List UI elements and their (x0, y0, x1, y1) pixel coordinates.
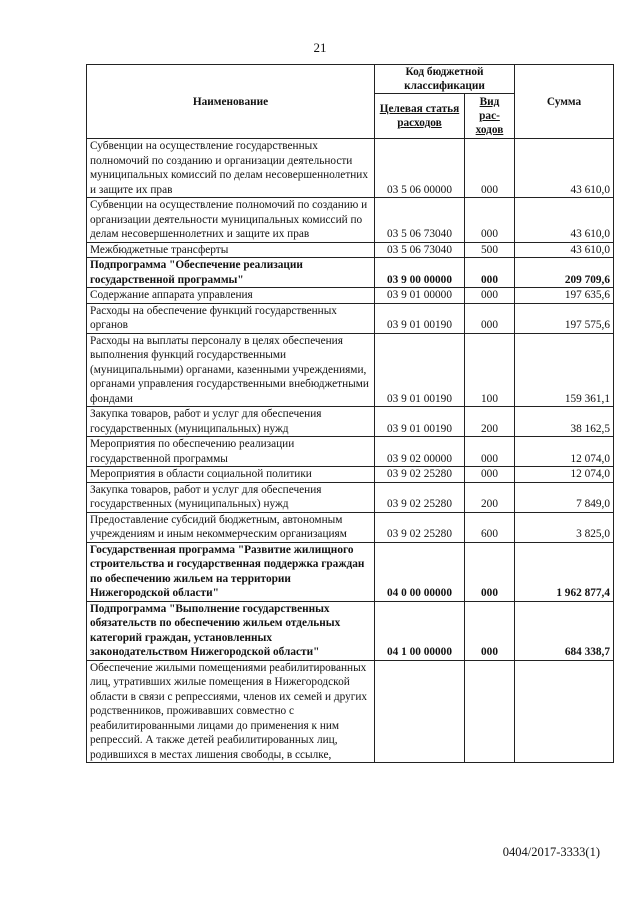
row-kind: 000 (465, 139, 515, 198)
table-row (87, 198, 614, 243)
row-sum: 209 709,6 (515, 258, 614, 288)
row-sum: 38 162,5 (515, 407, 614, 437)
row-code: 03 9 01 00190 (375, 407, 465, 437)
row-sum: 7 849,0 (515, 482, 614, 512)
table-row (87, 288, 614, 304)
table-row (87, 333, 614, 407)
row-name: Расходы на обеспечение функций государственных органов (87, 303, 375, 333)
page-number: 21 (313, 40, 327, 55)
row-kind: 000 (465, 467, 515, 483)
table-row (87, 601, 614, 660)
row-kind: 000 (465, 601, 515, 660)
row-code: 03 5 06 73040 (375, 198, 465, 243)
row-name: Субвенции на осуществление полномочий по созданию и организации деятельности муниципальных комиссий по делам несовершеннолетних и защите их прав (87, 198, 375, 243)
row-kind: 000 (465, 542, 515, 601)
row-kind: 600 (465, 512, 515, 542)
row-name: Расходы на выплаты персоналу в целях обеспечения выполнения функций государственными (муниципальными) органами, казенными учреждениями, органами управления государственными внебюджетными фондами (87, 333, 375, 407)
row-code: 04 0 00 00000 (375, 542, 465, 601)
row-sum: 3 825,0 (515, 512, 614, 542)
header-target: Целевая статья расходов (375, 94, 465, 139)
row-code: 03 9 01 00000 (375, 288, 465, 304)
row-code: 03 9 02 00000 (375, 437, 465, 467)
row-code: 04 1 00 00000 (375, 601, 465, 660)
row-sum: 197 635,6 (515, 288, 614, 304)
row-sum: 684 338,7 (515, 601, 614, 660)
row-name: Содержание аппарата управления (87, 288, 375, 304)
row-name: Обеспечение жилыми помещениями реабилитированных лиц, утративших жилые помещения в Нижегородской области в связи с репрессиями, членов их семей и других родственников, проживавших совместно с реабилитированными лицами до применения к ним репрессий. А также детей реабилитированных лиц, родившихся в местах лишения свободы, в ссылке, (87, 660, 375, 763)
header-name: Наименование (87, 65, 375, 139)
row-sum: 159 361,1 (515, 333, 614, 407)
row-name: Закупка товаров, работ и услуг для обеспечения государственных (муниципальных) нужд (87, 407, 375, 437)
table-row (87, 258, 614, 288)
header-sum: Сумма (515, 65, 614, 139)
row-kind: 000 (465, 437, 515, 467)
row-name: Закупка товаров, работ и услуг для обеспечения государственных (муниципальных) нужд (87, 482, 375, 512)
table-body (87, 139, 614, 763)
row-kind: 000 (465, 303, 515, 333)
table-row (87, 407, 614, 437)
row-kind: 000 (465, 288, 515, 304)
row-name: Мероприятия по обеспечению реализации государственной программы (87, 437, 375, 467)
row-kind: 100 (465, 333, 515, 407)
row-name: Межбюджетные трансферты (87, 242, 375, 258)
table-header (87, 65, 614, 139)
row-code (375, 660, 465, 763)
table-row (87, 512, 614, 542)
row-sum: 12 074,0 (515, 437, 614, 467)
row-sum: 43 610,0 (515, 139, 614, 198)
row-name: Предоставление субсидий бюджетным, автономным учреждениям и иным некоммерческим организациям (87, 512, 375, 542)
table-row (87, 467, 614, 483)
row-name: Подпрограмма "Выполнение государственных обязательств по обеспечению жильем отдельных категорий граждан, установленных законодательством Нижегородской области" (87, 601, 375, 660)
table-row (87, 139, 614, 198)
row-kind: 500 (465, 242, 515, 258)
header-code-group: Код бюджетной классификации (375, 65, 515, 94)
row-kind: 000 (465, 258, 515, 288)
table-row (87, 660, 614, 763)
budget-table (86, 64, 614, 763)
row-code: 03 9 00 00000 (375, 258, 465, 288)
row-code: 03 9 01 00190 (375, 333, 465, 407)
row-kind: 000 (465, 198, 515, 243)
row-sum: 1 962 877,4 (515, 542, 614, 601)
row-kind: 200 (465, 482, 515, 512)
row-code: 03 9 02 25280 (375, 467, 465, 483)
table-row (87, 242, 614, 258)
row-sum: 43 610,0 (515, 242, 614, 258)
row-kind: 200 (465, 407, 515, 437)
table-row (87, 303, 614, 333)
row-name: Субвенции на осуществление государственных полномочий по созданию и организации деятельности муниципальных комиссий по делам несовершеннолетних и защите их прав (87, 139, 375, 198)
row-code: 03 9 02 25280 (375, 512, 465, 542)
row-name: Мероприятия в области социальной политики (87, 467, 375, 483)
row-name: Подпрограмма "Обеспечение реализации государственной программы" (87, 258, 375, 288)
row-sum: 43 610,0 (515, 198, 614, 243)
row-sum (515, 660, 614, 763)
row-sum: 12 074,0 (515, 467, 614, 483)
document-code: 0404/2017-3333(1) (502, 845, 600, 859)
row-code: 03 5 06 00000 (375, 139, 465, 198)
table-row (87, 437, 614, 467)
header-kind: Вид рас-ходов (465, 94, 515, 139)
row-name: Государственная программа "Развитие жилищного строительства и государственная поддержка граждан по обеспечению жильем на территории Нижегородской области" (87, 542, 375, 601)
table-row (87, 542, 614, 601)
row-code: 03 9 02 25280 (375, 482, 465, 512)
table-row (87, 482, 614, 512)
row-code: 03 5 06 73040 (375, 242, 465, 258)
row-kind (465, 660, 515, 763)
row-code: 03 9 01 00190 (375, 303, 465, 333)
row-sum: 197 575,6 (515, 303, 614, 333)
